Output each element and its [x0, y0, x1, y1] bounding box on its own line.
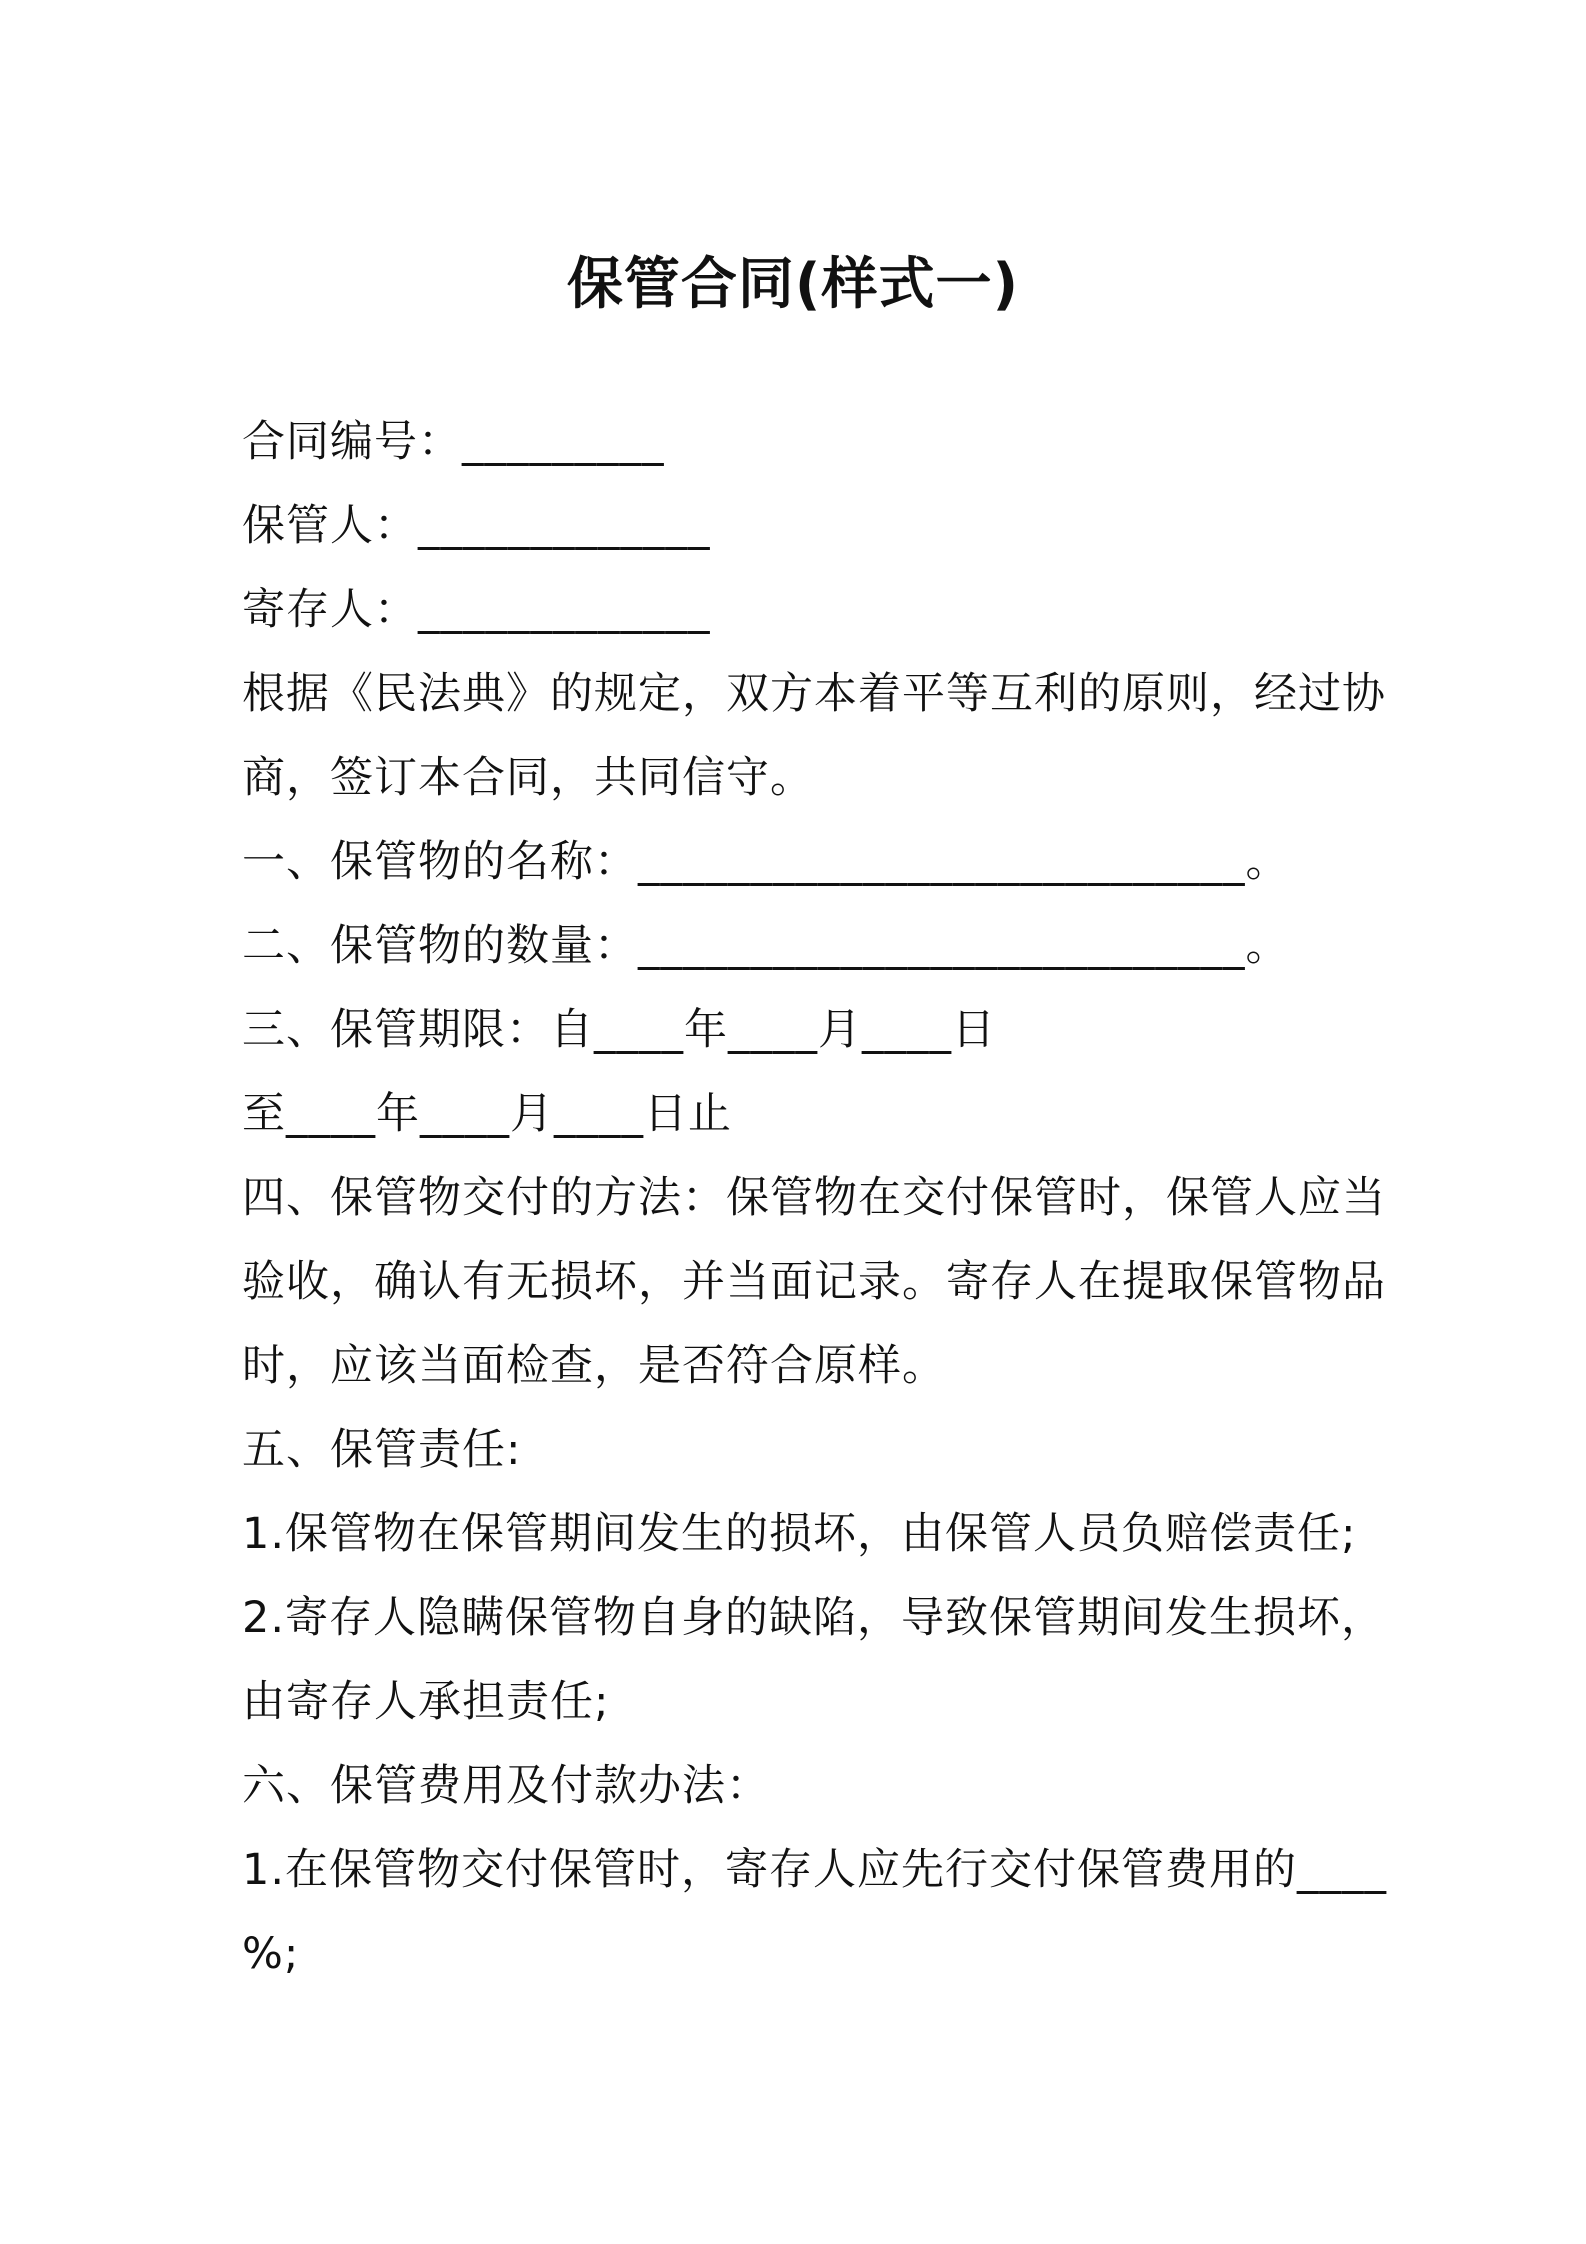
clause-5-item-1: 1.保管物在保管期间发生的损坏，由保管人员负赔偿责任; [242, 1509, 1357, 1559]
document-title: 保管合同(样式一) [566, 252, 1020, 317]
clause-4-line-1: 四、保管物交付的方法：保管物在交付保管时，保管人应当 [242, 1173, 1386, 1223]
contract-number-line: 合同编号：_________ [242, 417, 665, 467]
clause-1-name: 一、保管物的名称：___________________________。 [242, 837, 1290, 887]
clause-5-item-2-line-1: 2.寄存人隐瞒保管物自身的缺陷，导致保管期间发生损坏， [242, 1593, 1386, 1643]
custodian-line: 保管人：_____________ [242, 501, 711, 551]
preamble-line-2: 商，签订本合同，共同信守。 [242, 753, 814, 803]
clause-6-item-1-line-1: 1.在保管物交付保管时，寄存人应先行交付保管费用的____ [242, 1845, 1388, 1895]
clause-5-item-2-line-2: 由寄存人承担责任; [242, 1677, 610, 1727]
clause-5-heading: 五、保管责任: [242, 1425, 522, 1475]
preamble-line-1: 根据《民法典》的规定，双方本着平等互利的原则，经过协 [242, 669, 1386, 719]
clause-2-quantity: 二、保管物的数量：___________________________。 [242, 921, 1290, 971]
clause-3-period-start: 三、保管期限：自____年____月____日 [242, 1005, 996, 1055]
clause-6-heading: 六、保管费用及付款办法： [242, 1761, 770, 1811]
depositor-line: 寄存人：_____________ [242, 585, 711, 635]
clause-6-item-1-line-2: %; [242, 1929, 300, 1979]
clause-4-line-2: 验收，确认有无损坏，并当面记录。寄存人在提取保管物品 [242, 1257, 1386, 1307]
clause-4-line-3: 时，应该当面检查，是否符合原样。 [242, 1341, 946, 1391]
clause-3-period-end: 至____年____月____日止 [242, 1089, 732, 1139]
